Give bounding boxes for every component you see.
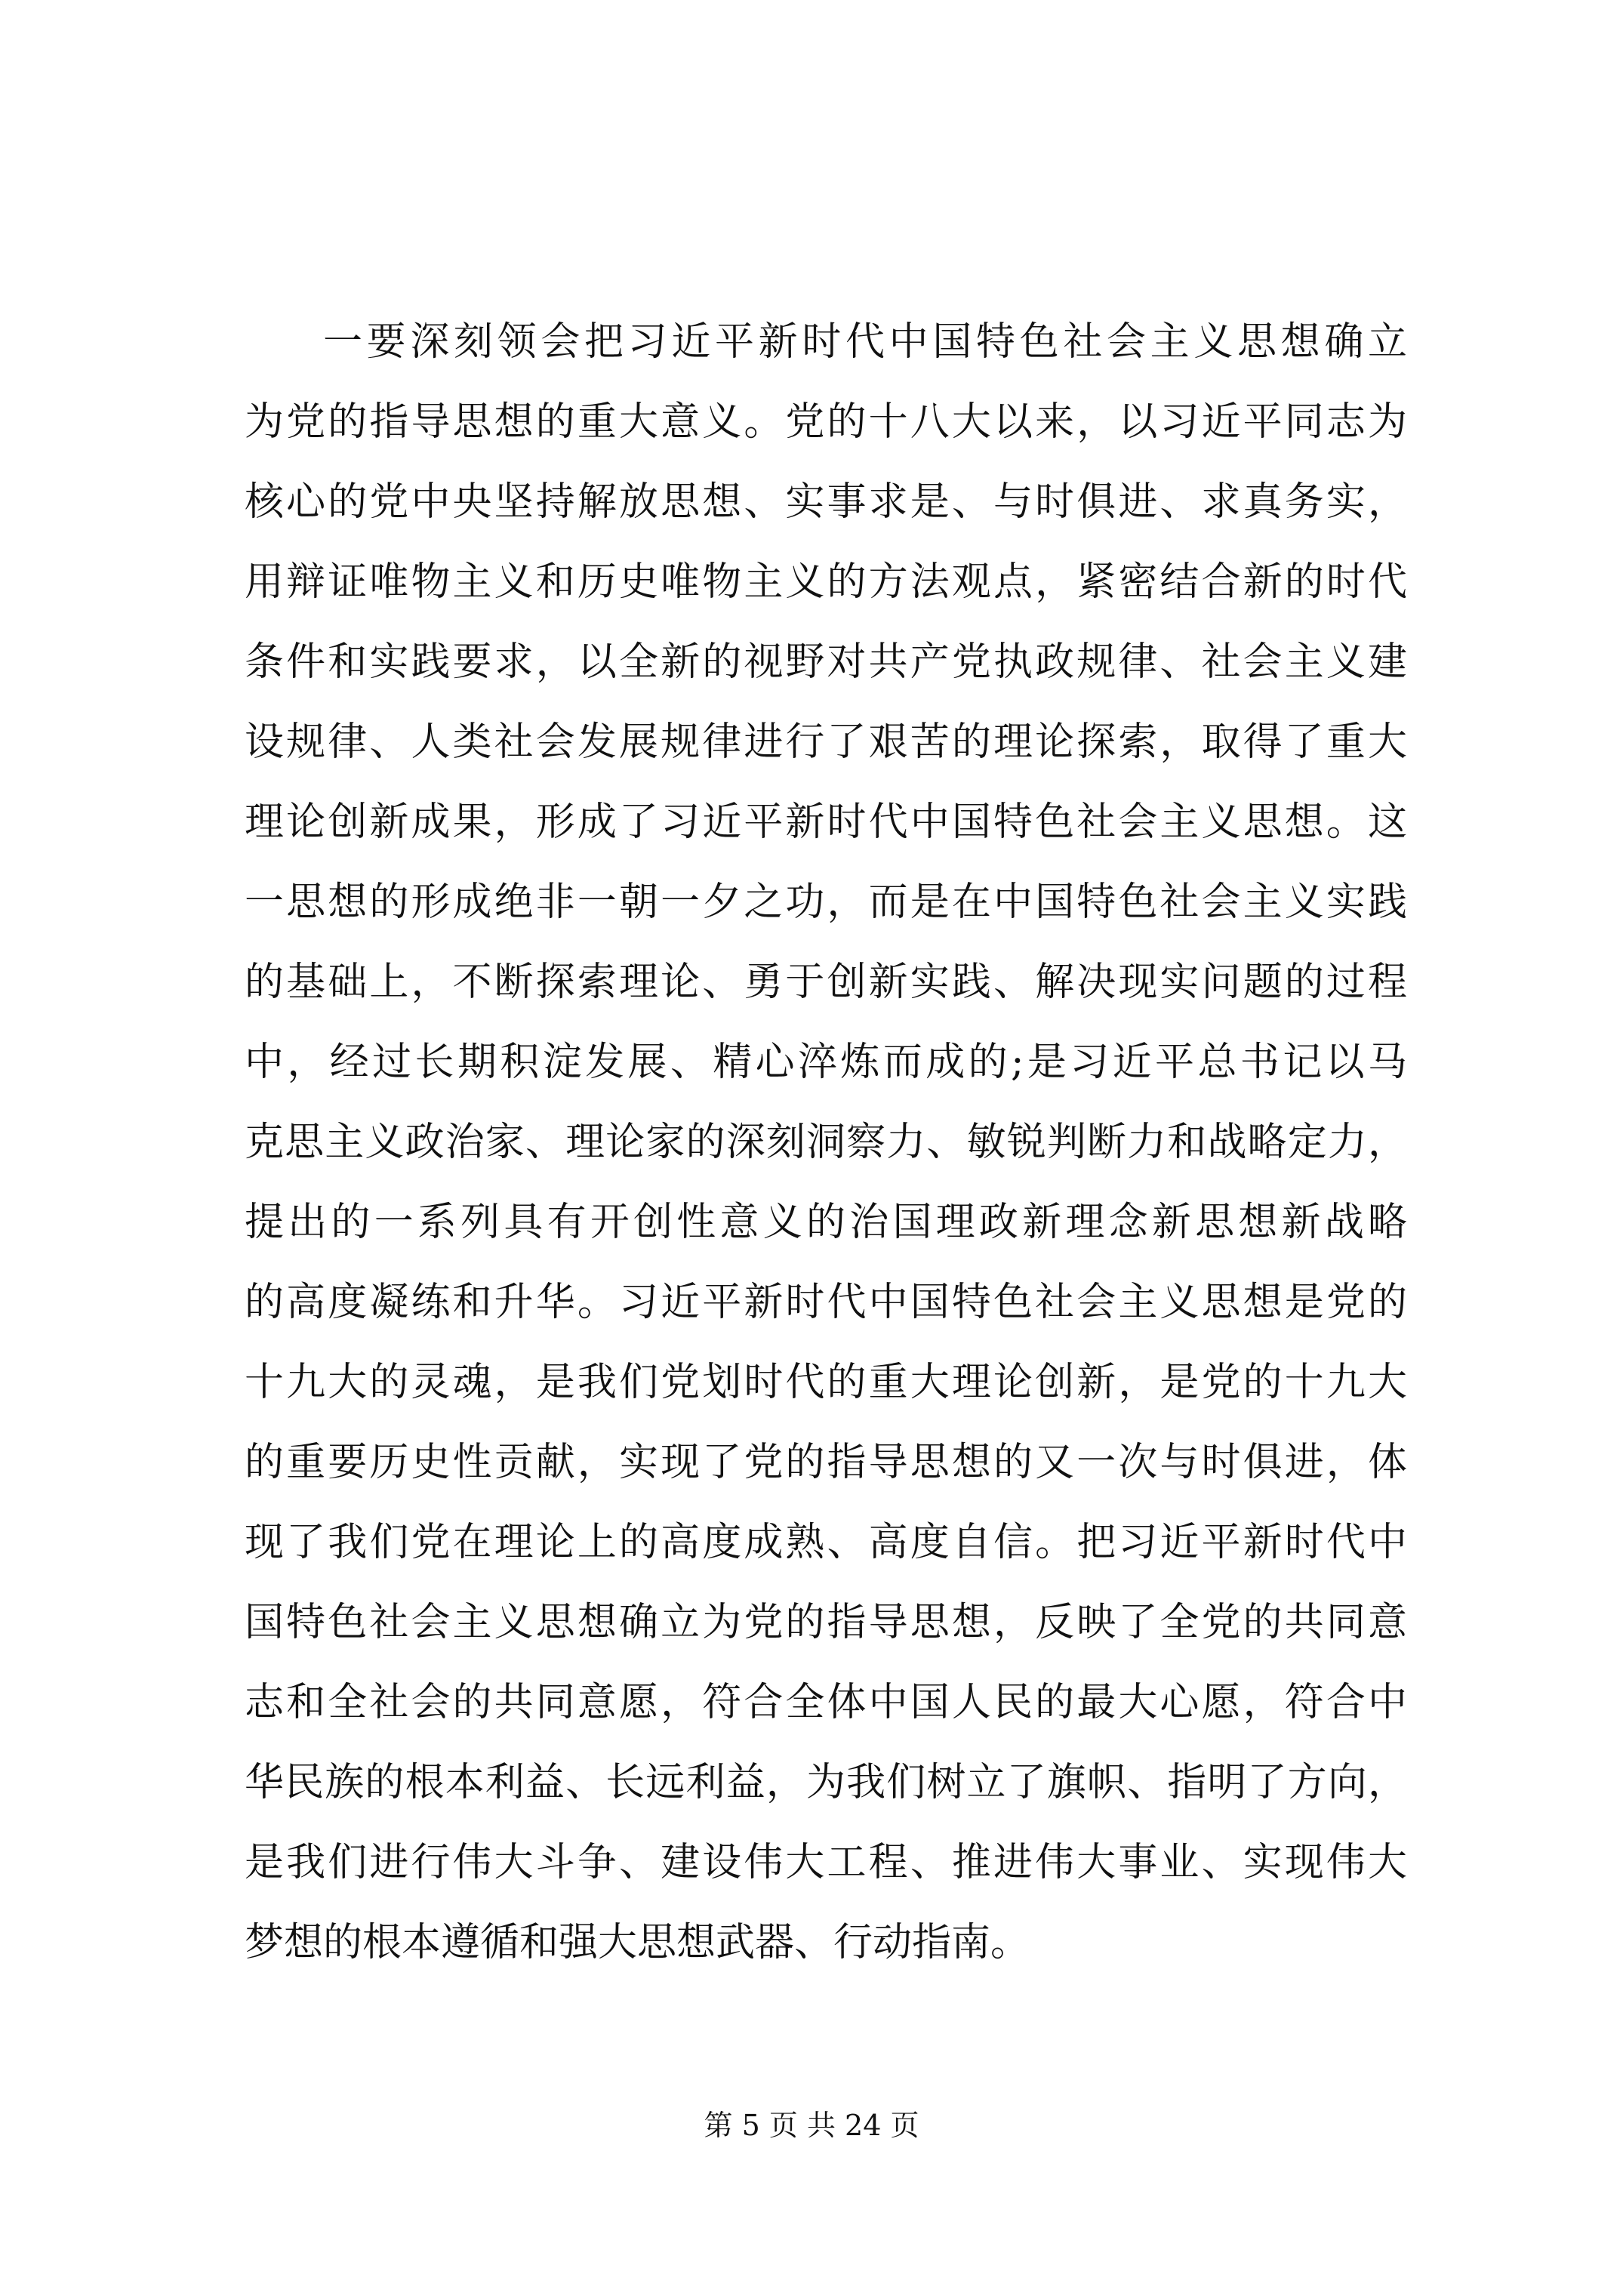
paragraph-line: 中，经过长期积淀发展、精心淬炼而成的;是习近平总书记以马 <box>245 1040 1407 1085</box>
paragraph-line: 为党的指导思想的重大意义。党的十八大以来，以习近平同志为 <box>245 399 1407 445</box>
paragraph-line: 提出的一系列具有开创性意义的治国理政新理念新思想新战略 <box>245 1200 1407 1245</box>
paragraph-line: 核心的党中央坚持解放思想、实事求是、与时俱进、求真务实， <box>245 479 1407 525</box>
paragraph-line: 条件和实践要求，以全新的视野对共产党执政规律、社会主义建 <box>245 639 1407 685</box>
paragraph-line: 志和全社会的共同意愿，符合全体中国人民的最大心愿，符合中 <box>245 1680 1407 1725</box>
paragraph-line: 梦想的根本遵循和强大思想武器、行动指南。 <box>245 1920 1030 1965</box>
paragraph-line: 华民族的根本利益、长远利益，为我们树立了旗帜、指明了方向， <box>245 1760 1407 1805</box>
paragraph-line: 一思想的形成绝非一朝一夕之功，而是在中国特色社会主义实践 <box>245 880 1407 925</box>
paragraph-line: 是我们进行伟大斗争、建设伟大工程、推进伟大事业、实现伟大 <box>245 1840 1407 1885</box>
paragraph-line: 现了我们党在理论上的高度成熟、高度自信。把习近平新时代中 <box>245 1520 1407 1565</box>
paragraph-line: 克思主义政治家、理论家的深刻洞察力、敏锐判断力和战略定力， <box>245 1120 1407 1165</box>
page-number-footer: 第 5 页 共 24 页 <box>704 2109 919 2142</box>
body-paragraph <box>245 302 1407 1983</box>
paragraph-line: 的重要历史性贡献，实现了党的指导思想的又一次与时俱进，体 <box>245 1440 1407 1485</box>
paragraph-line: 的高度凝练和升华。习近平新时代中国特色社会主义思想是党的 <box>245 1280 1407 1325</box>
paragraph-line: 设规律、人类社会发展规律进行了艰苦的理论探索，取得了重大 <box>245 720 1407 765</box>
paragraph-line: 一要深刻领会把习近平新时代中国特色社会主义思想确立 <box>323 319 1407 365</box>
paragraph-line: 理论创新成果，形成了习近平新时代中国特色社会主义思想。这 <box>245 800 1407 845</box>
paragraph-line: 十九大的灵魂，是我们党划时代的重大理论创新，是党的十九大 <box>245 1360 1407 1405</box>
paragraph-line: 用辩证唯物主义和历史唯物主义的方法观点，紧密结合新的时代 <box>245 559 1407 605</box>
paragraph-line: 国特色社会主义思想确立为党的指导思想，反映了全党的共同意 <box>245 1600 1407 1645</box>
paragraph-line: 的基础上，不断探索理论、勇于创新实践、解决现实问题的过程 <box>245 960 1407 1005</box>
